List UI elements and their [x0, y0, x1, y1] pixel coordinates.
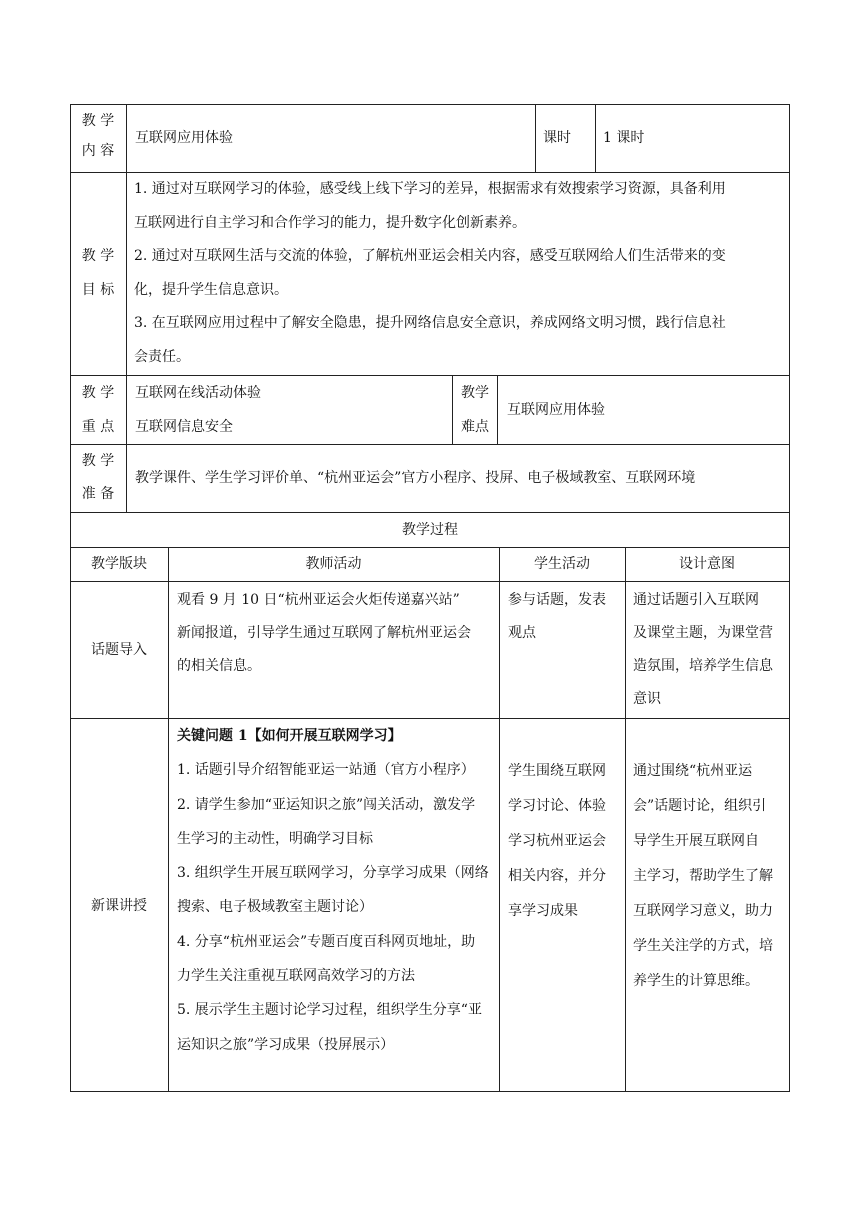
- text-line: 的相关信息。: [177, 658, 261, 674]
- label-line: 准 备: [81, 486, 115, 502]
- text-line: 生学习的主动性，明确学习目标: [177, 830, 373, 847]
- label-line: 教 学: [81, 113, 115, 129]
- text-line: 观点: [508, 625, 536, 641]
- objective-line: 3. 在互联网应用过程中了解安全隐患，提升网络信息安全意识，养成网络文明习惯，践行信息社: [134, 315, 726, 331]
- key-point: 互联网在线活动体验: [135, 385, 261, 401]
- rule: [789, 104, 790, 1092]
- text-line: 学习杭州亚运会: [508, 833, 606, 849]
- text-line: 3. 组织学生开展互联网学习，分享学习成果（网络: [177, 865, 489, 882]
- label-line: 教 学: [81, 248, 115, 264]
- objective-line: 化，提升学生信息意识。: [134, 281, 288, 298]
- student-activity-2: [508, 754, 606, 929]
- text-line: 5. 展示学生主题讨论学习过程，组织学生分享“亚: [177, 1002, 482, 1019]
- rule: [497, 375, 498, 444]
- text-line: 主学习，帮助学生了解: [633, 868, 773, 884]
- objective-line: 2. 通过对互联网生活与交流的体验，了解杭州亚运会相关内容，感受互联网给人们生活带来的变: [134, 248, 726, 264]
- row-label-key-points: [70, 376, 126, 444]
- hours-value: 1 课时: [603, 130, 645, 146]
- key-points: [135, 376, 261, 444]
- text-line: 学生围绕互联网: [508, 763, 606, 779]
- text-line: 运知识之旅”学习成果（投屏展示）: [177, 1036, 395, 1053]
- text-line: 力学生关注重视互联网高效学习的方法: [177, 968, 415, 985]
- rule: [70, 104, 790, 105]
- difficulty: 互联网应用体验: [507, 402, 605, 418]
- rule: [168, 547, 169, 1091]
- rule: [70, 444, 790, 445]
- teacher-activity-2: [177, 719, 489, 1062]
- text-line: 学习讨论、体验: [508, 798, 606, 814]
- rule: [535, 104, 536, 172]
- header-block: 教学版块: [91, 556, 147, 572]
- text-line: 参与话题，发表: [508, 592, 606, 608]
- text-line: 搜索、电子极域教室主题讨论）: [177, 899, 373, 916]
- label-line: 教学: [461, 385, 489, 401]
- header-student: 学生活动: [534, 556, 590, 572]
- rule: [70, 1091, 790, 1092]
- text-line: 相关内容，并分: [508, 868, 606, 884]
- objective-line: 互联网进行自主学习和合作学习的能力，提升数字化创新素养。: [134, 214, 526, 231]
- row-label-content: [70, 104, 126, 166]
- text-line: 造氛围，培养学生信息: [633, 658, 773, 674]
- hours-label: 课时: [543, 130, 571, 146]
- difficulty-label: [453, 376, 497, 444]
- objective-line: 会责任。: [134, 348, 190, 365]
- student-activity-1: [508, 584, 606, 650]
- text-line: 导学生开展互联网自: [633, 833, 759, 849]
- text-line: 及课堂主题，为课堂营: [633, 625, 773, 641]
- rule: [126, 104, 127, 512]
- design-intent-2: [633, 754, 773, 999]
- design-intent-1: [633, 584, 773, 716]
- rule: [625, 547, 626, 1091]
- rule: [595, 104, 596, 172]
- text-line: 新闻报道，引导学生通过互联网了解杭州亚运会: [177, 625, 471, 641]
- text-line: 通过话题引入互联网: [633, 592, 759, 608]
- text-line: 享学习成果: [508, 903, 578, 919]
- label-line: 教 学: [81, 453, 115, 469]
- teacher-activity-1: [177, 584, 471, 683]
- text-line: 意识: [633, 691, 661, 707]
- label-line: 教 学: [81, 385, 115, 401]
- lesson-content: 互联网应用体验: [135, 130, 233, 146]
- text-line: 互联网学习意义，助力: [633, 903, 773, 919]
- label-line: 重 点: [81, 419, 115, 435]
- objective-line: 1. 通过对互联网学习的体验，感受线上线下学习的差异，根据需求有效搜索学习资源，具备利用: [134, 181, 726, 197]
- text-line: 观看 9 月 10 日“杭州亚运会火炬传递嘉兴站”: [177, 592, 460, 608]
- text-line: 1. 话题引导介绍智能亚运一站通（官方小程序）: [177, 762, 475, 779]
- text-line: 会”话题讨论，组织引: [633, 798, 767, 814]
- label-line: 目 标: [81, 282, 115, 298]
- text-line: 养学生的计算思维。: [633, 973, 759, 989]
- row-label-objectives: [70, 239, 126, 307]
- objectives-text: [134, 173, 786, 374]
- header-teacher: 教师活动: [305, 556, 362, 572]
- rule: [70, 581, 790, 582]
- text-line: 2. 请学生参加“亚运知识之旅”闯关活动，激发学: [177, 796, 476, 813]
- header-intent: 设计意图: [679, 556, 735, 572]
- key-point: 互联网信息安全: [135, 419, 233, 435]
- preparation: 教学课件、学生学习评价单、“杭州亚运会”官方小程序、投屏、电子极域教室、互联网环境: [135, 470, 696, 486]
- key-question: 关键问题 1【如何开展互联网学习】: [177, 728, 402, 744]
- text-line: 4. 分享“杭州亚运会”专题百度百科网页地址，助: [177, 933, 476, 950]
- row-label-preparation: [70, 445, 126, 511]
- rule: [499, 547, 500, 1091]
- process-title: 教学过程: [402, 522, 458, 538]
- block-new-lesson: 新课讲授: [91, 898, 147, 914]
- text-line: 学生关注学的方式，培: [633, 938, 773, 954]
- text-line: 通过围绕“杭州亚运: [633, 763, 753, 779]
- label-line: 内 容: [81, 143, 115, 159]
- label-line: 难点: [461, 419, 489, 435]
- block-topic-intro: 话题导入: [91, 642, 147, 658]
